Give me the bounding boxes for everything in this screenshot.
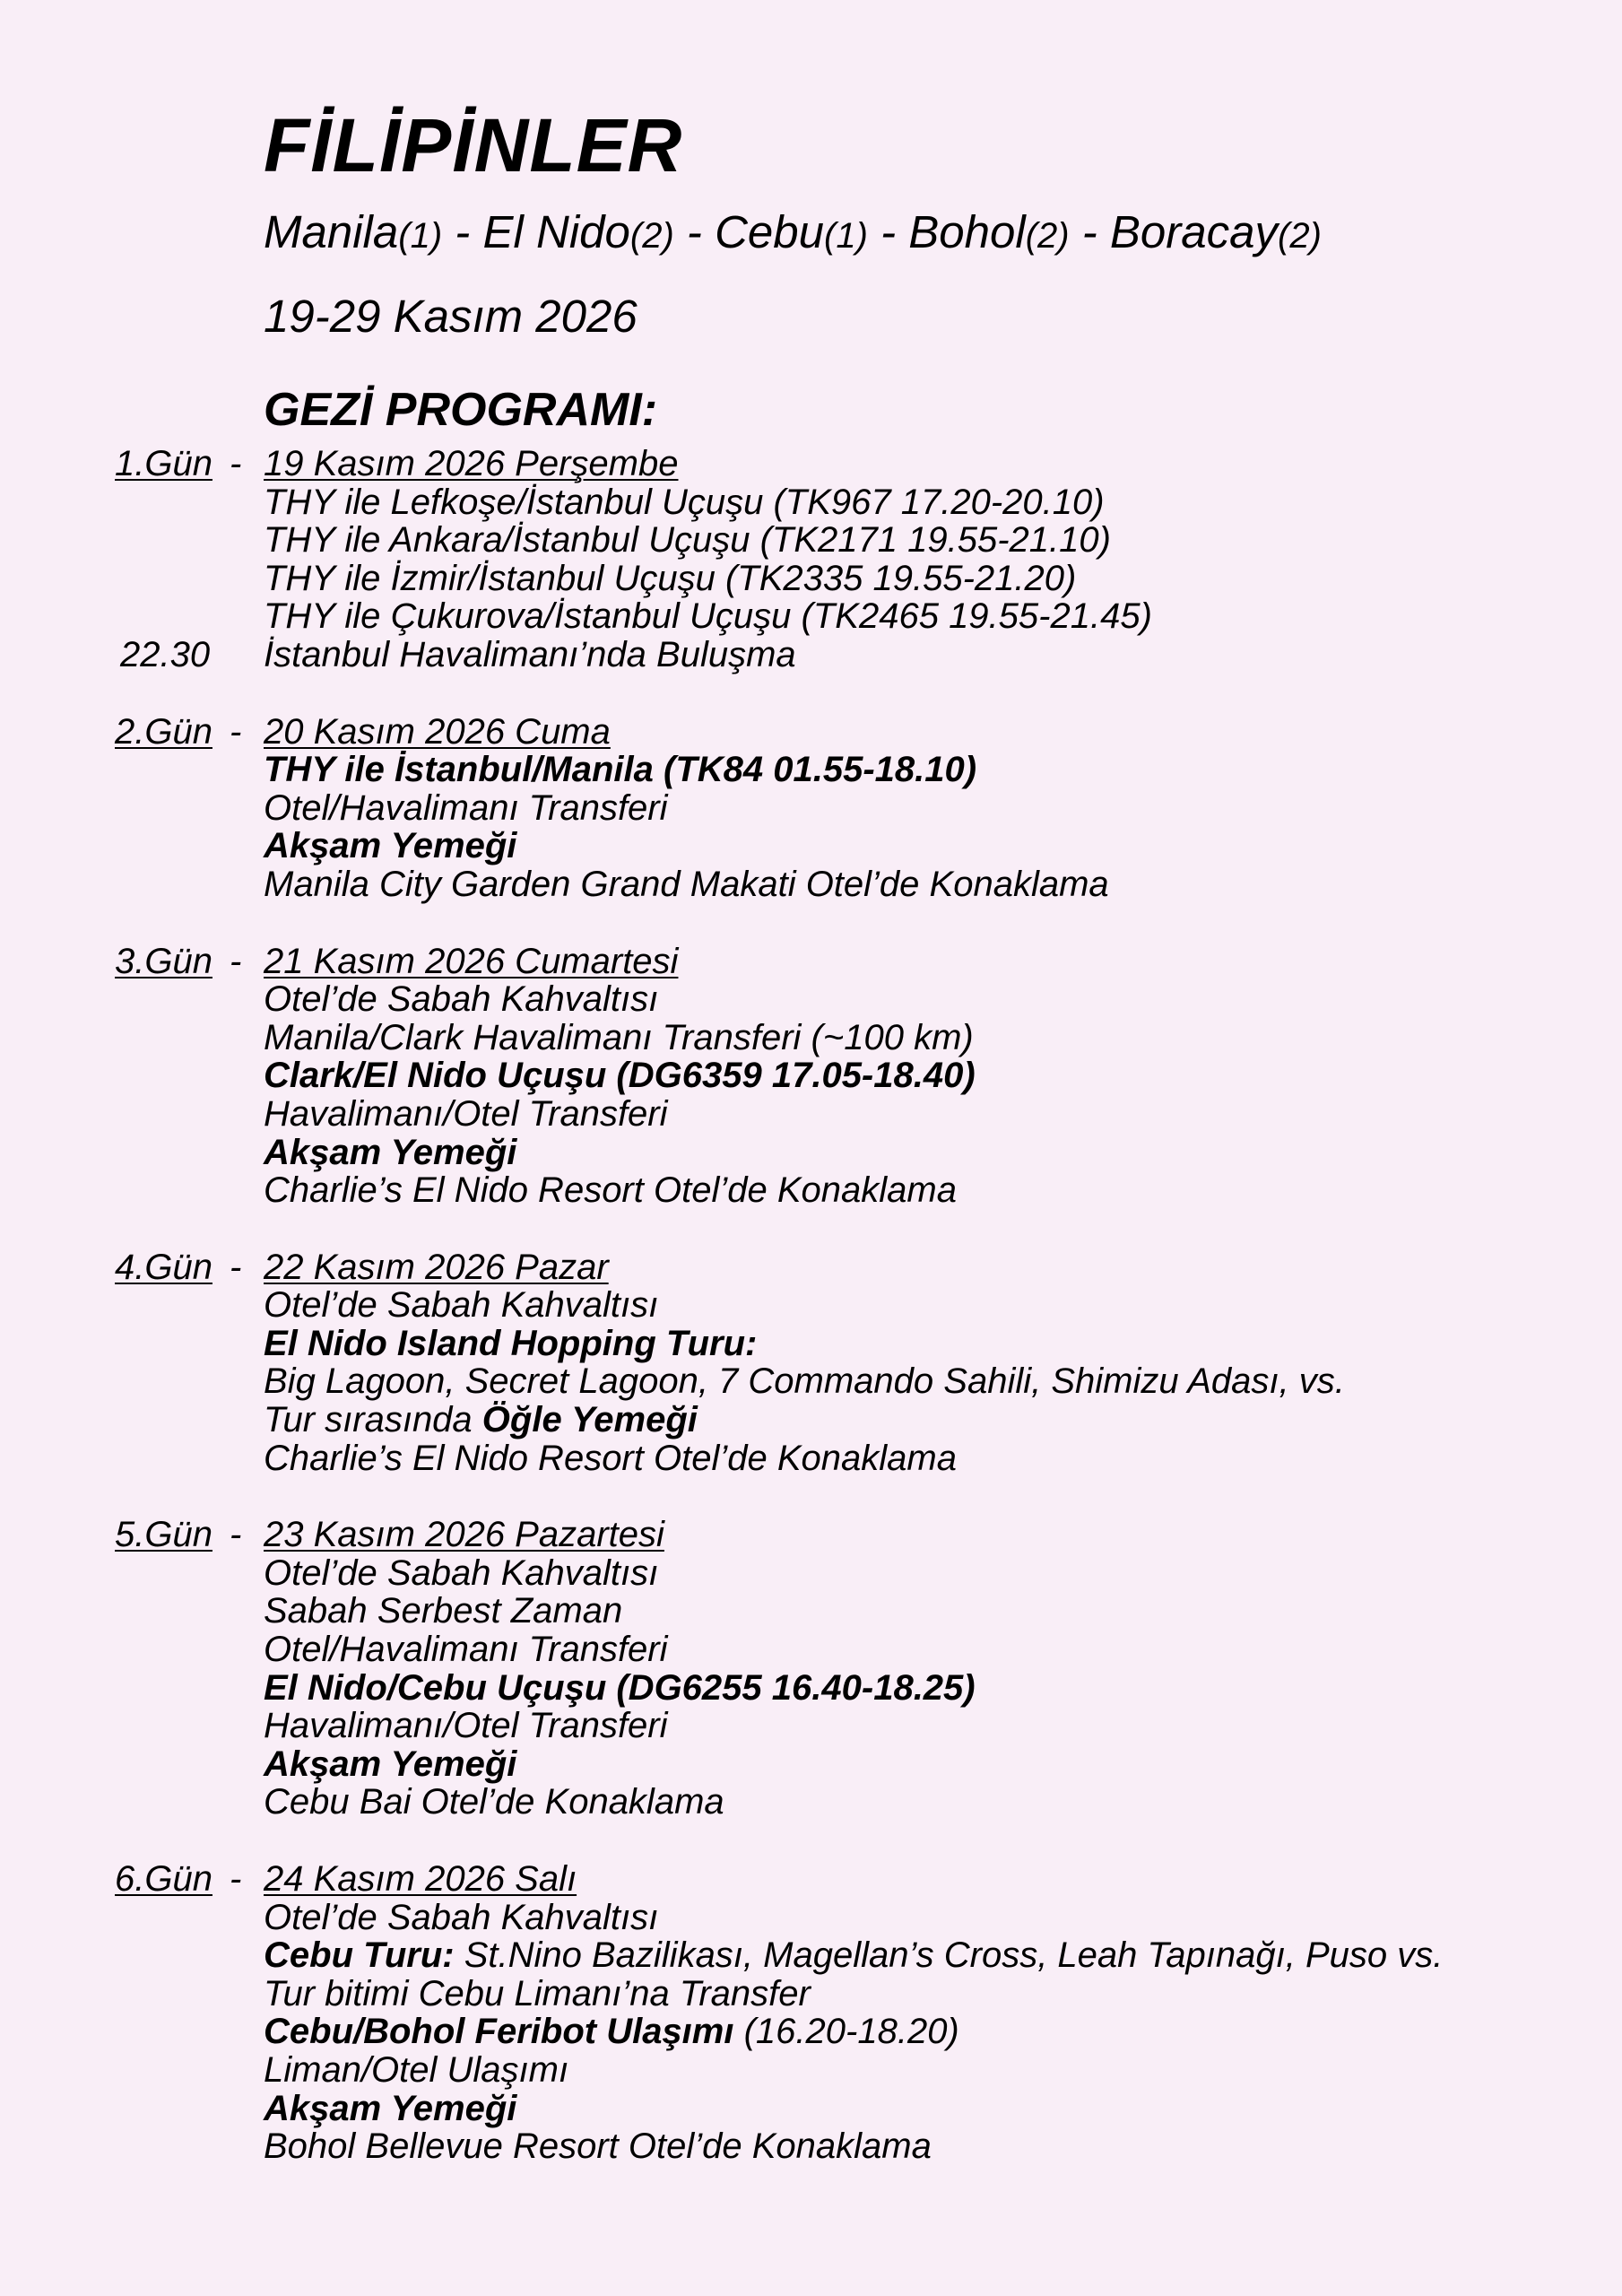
line-text-bold: Akşam Yemeği: [264, 1132, 517, 1172]
route-nights: (2): [1025, 216, 1070, 256]
itinerary-line: [115, 636, 1514, 674]
document-header: [264, 100, 1322, 344]
line-text: [264, 1286, 658, 1325]
route-segment: Boracay: [1109, 206, 1278, 257]
day-header: [115, 943, 1514, 981]
line-text: [264, 1783, 724, 1822]
day-date: 21 Kasım 2026 Cumartesi: [264, 941, 679, 981]
day-label: 5.Gün: [115, 1515, 213, 1555]
itinerary-line: [115, 521, 1514, 560]
line-text-bold: Öğle Yemeği: [481, 1400, 698, 1440]
day-date: 24 Kasım 2026 Salı: [264, 1859, 577, 1899]
line-text: [264, 2013, 959, 2051]
route-nights: (2): [1278, 216, 1322, 256]
line-text: [264, 1669, 976, 1708]
day-header: [115, 713, 1514, 752]
line-text-part: Otel’de Sabah Kahvaltısı: [264, 1897, 659, 1937]
meeting-time: 22.30: [120, 634, 211, 674]
line-text-part: THY ile Lefkoşe/İstanbul Uçuşu (TK967 17.20-20.10): [264, 482, 1105, 522]
program-heading: GEZİ PROGRAMI:: [264, 384, 658, 436]
line-text: [264, 1707, 668, 1745]
document-title: FİLİPİNLER: [264, 103, 683, 187]
line-text: [264, 597, 1152, 636]
line-text: [264, 2127, 932, 2166]
itinerary-line: [115, 1095, 1514, 1134]
itinerary-line: [115, 1592, 1514, 1631]
line-text-part: Manila/Clark Havalimanı Transferi (~100 km): [264, 1017, 974, 1057]
itinerary-line: [115, 865, 1514, 904]
day-section: [115, 1516, 1514, 1822]
day-label: 2.Gün: [115, 711, 213, 752]
line-text: [264, 1631, 668, 1669]
day-section: [115, 1248, 1514, 1478]
line-text-part: Liman/Otel Ulaşımı: [264, 2049, 569, 2090]
line-text-part: Tur bitimi Cebu Limanı’na Transfer: [264, 1973, 811, 2013]
day-section: [115, 713, 1514, 904]
line-text-part: THY ile Çukurova/İstanbul Uçuşu (TK2465 19.55-21.45): [264, 596, 1152, 637]
day-dash: -: [230, 1859, 242, 1899]
line-text-part: Otel/Havalimanı Transferi: [264, 1630, 668, 1670]
itinerary-line: [115, 980, 1514, 1019]
line-text-part: Manila City Garden Grand Makati Otel’de Konaklama: [264, 864, 1109, 904]
line-text: [264, 2090, 516, 2128]
route-segment: Bohol: [908, 206, 1026, 257]
line-text: [264, 1325, 757, 1363]
line-text-part: Sabah Serbest Zaman: [264, 1591, 623, 1631]
itinerary-line: [115, 1899, 1514, 1937]
line-text: [264, 1975, 811, 2013]
day-dash: -: [230, 711, 242, 752]
line-text: [264, 1936, 1443, 1975]
itinerary-line: [115, 2051, 1514, 2090]
line-text-bold: Akşam Yemeği: [264, 826, 517, 866]
line-text: [264, 1171, 957, 1210]
line-text-part: Big Lagoon, Secret Lagoon, 7 Commando Sahili, Shimizu Adası, vs.: [264, 1361, 1345, 1402]
line-text: [264, 980, 658, 1019]
line-text: [264, 521, 1111, 560]
itinerary-line: [115, 1783, 1514, 1822]
itinerary-line: [115, 827, 1514, 865]
route-separator: -: [1069, 206, 1110, 257]
trip-dates: 19-29 Kasım 2026: [264, 291, 638, 342]
line-text: [264, 827, 516, 865]
line-text: [264, 789, 668, 828]
itinerary-line: [115, 751, 1514, 789]
line-text-bold: Akşam Yemeği: [264, 2088, 517, 2128]
line-text: [264, 1592, 622, 1631]
line-text-part: THY ile İzmir/İstanbul Uçuşu (TK2335 19.55-21.20): [264, 558, 1077, 598]
route-segment: Cebu: [715, 206, 825, 257]
itinerary-line: [115, 789, 1514, 828]
itinerary-line: [115, 1669, 1514, 1708]
day-dash: -: [230, 444, 242, 483]
line-text-bold: El Nido Island Hopping Turu:: [264, 1323, 758, 1363]
line-text-part: İstanbul Havalimanı’nda Buluşma: [264, 634, 796, 674]
day-header: [115, 445, 1514, 483]
day-section: [115, 943, 1514, 1210]
line-text-part: Otel’de Sabah Kahvaltısı: [264, 979, 659, 1020]
route-segment: El Nido: [482, 206, 630, 257]
itinerary-line: [115, 1745, 1514, 1784]
line-text-bold: Cebu/Bohol Feribot Ulaşımı: [264, 2012, 734, 2052]
line-text: [264, 1899, 658, 1937]
itinerary-line: [115, 2127, 1514, 2166]
route-nights: (1): [824, 216, 868, 256]
itinerary-line: [115, 1057, 1514, 1095]
itinerary-line: [115, 1936, 1514, 1975]
day-dash: -: [230, 1247, 242, 1287]
route-separator: -: [867, 206, 909, 257]
day-dash: -: [230, 941, 242, 981]
itinerary-line: [115, 1362, 1514, 1401]
itinerary-line: [115, 483, 1514, 522]
line-text: [264, 560, 1076, 598]
line-text: [264, 751, 976, 789]
itinerary-line: [115, 1707, 1514, 1745]
line-text: [264, 1745, 516, 1784]
line-text-part: Havalimanı/Otel Transferi: [264, 1706, 668, 1746]
day-section: [115, 445, 1514, 674]
line-text: [264, 865, 1109, 904]
route-separator: -: [673, 206, 716, 257]
line-text: [264, 1019, 974, 1057]
itinerary-line: [115, 1401, 1514, 1439]
itinerary-line: [115, 1325, 1514, 1363]
day-header: [115, 1860, 1514, 1899]
line-text-part: Charlie’s El Nido Resort Otel’de Konaklama: [264, 1170, 957, 1211]
itinerary-line: [115, 2090, 1514, 2128]
day-header: [115, 1248, 1514, 1287]
day-label: 6.Gün: [115, 1859, 213, 1899]
line-text-part: Havalimanı/Otel Transferi: [264, 1093, 668, 1134]
line-text: [264, 1057, 976, 1095]
itinerary-line: [115, 1631, 1514, 1669]
line-text: [264, 1439, 957, 1478]
itinerary-line: [115, 1554, 1514, 1593]
line-text: [264, 1095, 668, 1134]
day-date: 19 Kasım 2026 Perşembe: [264, 444, 679, 483]
line-text: [264, 1401, 698, 1439]
line-text-part: Bohol Bellevue Resort Otel’de Konaklama: [264, 2126, 932, 2167]
route-segment: Manila: [264, 206, 399, 257]
line-text-part: Charlie’s El Nido Resort Otel’de Konaklama: [264, 1438, 957, 1478]
day-header: [115, 1516, 1514, 1554]
itinerary-line: [115, 2013, 1514, 2051]
line-text-bold: Clark/El Nido Uçuşu (DG6359 17.05-18.40): [264, 1056, 976, 1096]
itinerary-line: [115, 560, 1514, 598]
line-text-part: (16.20-18.20): [733, 2012, 959, 2052]
itinerary-line: [115, 1171, 1514, 1210]
itinerary-line: [115, 597, 1514, 636]
line-text-part: Tur sırasında: [264, 1400, 482, 1440]
day-label: 1.Gün: [115, 444, 213, 483]
itinerary-list: [115, 445, 1514, 2205]
day-dash: -: [230, 1515, 242, 1555]
line-text: [264, 636, 796, 674]
day-section: [115, 1860, 1514, 2166]
line-text-bold: Akşam Yemeği: [264, 1744, 517, 1784]
line-text: [264, 1362, 1345, 1401]
line-text: [264, 1134, 516, 1172]
route-line: [264, 204, 1322, 264]
route-nights: (2): [629, 216, 674, 256]
line-text-part: St.Nino Bazilikası, Magellan’s Cross, Leah Tapınağı, Puso vs.: [454, 1935, 1444, 1976]
itinerary-line: [115, 1134, 1514, 1172]
itinerary-line: [115, 1019, 1514, 1057]
line-text-part: Otel’de Sabah Kahvaltısı: [264, 1552, 659, 1593]
line-text: [264, 2051, 568, 2090]
line-text: [264, 1554, 658, 1593]
line-text-part: Otel’de Sabah Kahvaltısı: [264, 1285, 659, 1326]
itinerary-line: [115, 1286, 1514, 1325]
line-text-part: Otel/Havalimanı Transferi: [264, 787, 668, 828]
day-label: 4.Gün: [115, 1247, 213, 1287]
day-date: 22 Kasım 2026 Pazar: [264, 1247, 609, 1287]
day-date: 23 Kasım 2026 Pazartesi: [264, 1515, 664, 1555]
line-text-part: THY ile Ankara/İstanbul Uçuşu (TK2171 19.55-21.10): [264, 520, 1111, 561]
itinerary-line: [115, 1439, 1514, 1478]
day-date: 20 Kasım 2026 Cuma: [264, 711, 611, 752]
route-nights: (1): [398, 216, 443, 256]
line-text-bold: El Nido/Cebu Uçuşu (DG6255 16.40-18.25): [264, 1667, 976, 1708]
line-text-bold: Cebu Turu:: [264, 1935, 455, 1976]
route-separator: -: [442, 206, 483, 257]
line-text-part: Cebu Bai Otel’de Konaklama: [264, 1782, 724, 1822]
line-text-bold: THY ile İstanbul/Manila (TK84 01.55-18.10): [264, 750, 977, 790]
itinerary-line: [115, 1975, 1514, 2013]
line-text: [264, 483, 1105, 522]
day-label: 3.Gün: [115, 941, 213, 981]
